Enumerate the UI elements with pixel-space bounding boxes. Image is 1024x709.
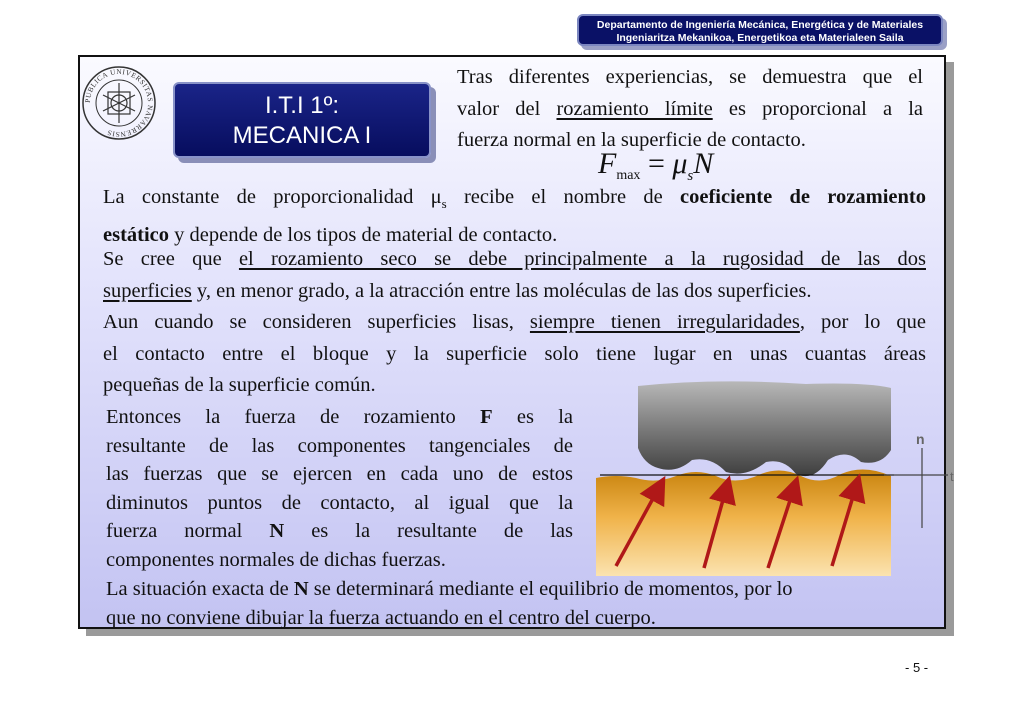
p4-line-6: componentes normales de dichas fuerzas.: [106, 548, 446, 571]
friction-formula: [598, 147, 713, 185]
p5-text: La situación exacta de: [106, 578, 294, 600]
department-header: [577, 14, 943, 46]
paragraph-resultant-forces: [106, 403, 573, 575]
university-seal-icon: [81, 65, 157, 141]
intro-line-1: Tras diferentes experiencias, se demuestra que el: [457, 66, 923, 88]
paragraph-static-coefficient: [103, 182, 926, 251]
p1-text: La constante de proporcionalidad: [103, 186, 431, 208]
p3-line-1: [103, 307, 926, 339]
static-term: estático: [103, 223, 170, 246]
p3-text: , por lo que: [799, 311, 926, 333]
formula-max: max: [616, 168, 641, 183]
paragraph-roughness: [103, 244, 926, 307]
p2-text: y, en menor grado, a la atracción entre las moléculas de las dos superficies.: [191, 279, 812, 302]
p4-text: Entonces la fuerza de rozamiento: [106, 406, 481, 428]
p4-line-4: diminutos puntos de contacto, al igual que la: [106, 491, 573, 514]
irregularities-statement: siempre tienen irregularidades: [529, 311, 800, 333]
force-F: F: [480, 406, 493, 428]
p4-text: es la: [492, 406, 574, 428]
p4-line-3: las fuerzas que se ejercen en cada uno de estos: [106, 463, 573, 486]
p4-line-1: [106, 403, 573, 432]
page-number: - 5 -: [905, 660, 929, 675]
surfaces-term: superficies: [103, 279, 192, 302]
p3-line-2: el contacto entre el bloque y la superficie solo tiene lugar en unas cuantas áreas: [103, 342, 926, 365]
p4-text: fuerza normal: [106, 520, 270, 543]
p5-text: se determinará mediante el equilibrio de momentos, por lo: [308, 578, 793, 600]
p1-text: recibe el nombre de: [446, 186, 681, 208]
mu-subscript: s: [441, 196, 447, 212]
intro-paragraph: [457, 62, 923, 157]
p2-line-2: [103, 276, 926, 308]
p4-line-5: [106, 517, 573, 546]
p1-line-1: [103, 182, 926, 220]
formula-s: s: [687, 168, 694, 184]
p5-line-2: que no conviene dibujar la fuerza actuando en el centro del cuerpo.: [106, 606, 656, 629]
formula-mu: μ: [672, 147, 688, 180]
roughness-statement: el rozamiento seco se debe principalmente a la rugosidad de las dos: [238, 248, 926, 270]
paragraph-moment-equilibrium: [106, 575, 926, 632]
p2-text: Se cree que: [103, 248, 239, 270]
p3-text: Aun cuando se consideren superficies lisas,: [103, 311, 530, 333]
p5-line-1: [106, 575, 926, 604]
intro-line-3: fuerza normal en la superficie de contacto.: [457, 129, 806, 151]
intro-text: valor del: [457, 97, 557, 120]
intro-line-2: [457, 94, 923, 126]
course-title-box: [173, 82, 431, 158]
formula-F: F: [598, 147, 617, 180]
upper-block: [638, 381, 891, 476]
intro-text: es proporcional a la: [712, 97, 924, 120]
p2-line-1: [103, 244, 926, 276]
department-name-eu: Ingeniaritza Mekanikoa, Energetikoa eta Materialeen Saila: [616, 32, 904, 44]
limit-friction-term: rozamiento límite: [556, 97, 713, 120]
coefficient-term: coeficiente de rozamiento: [680, 186, 926, 208]
p4-text: es la resultante de las: [284, 520, 573, 543]
p4-line-2: resultante de las componentes tangenciales de: [106, 434, 573, 457]
department-name-es: Departamento de Ingeniería Mecánica, Energética y de Materiales: [596, 19, 924, 31]
svg-text:PUBLICA UNIVERSITAS NAVARRENSI: PUBLICA UNIVERSITAS NAVARRENSIS: [83, 67, 155, 139]
p3-line-3: pequeñas de la superficie común.: [103, 374, 376, 396]
formula-N: N: [693, 147, 714, 180]
normal-label: n: [916, 431, 925, 447]
force-N: N: [293, 578, 309, 600]
mu-symbol: μ: [430, 186, 442, 208]
formula-equals: =: [640, 147, 673, 180]
force-N: N: [269, 520, 285, 543]
contact-surface-figure: [596, 378, 960, 576]
course-code: I.T.I 1º:: [264, 92, 340, 119]
course-name: MECANICA I: [232, 122, 372, 149]
tangent-label: t: [950, 469, 954, 484]
p1-text: y depende de los tipos de material de contacto.: [169, 223, 558, 246]
